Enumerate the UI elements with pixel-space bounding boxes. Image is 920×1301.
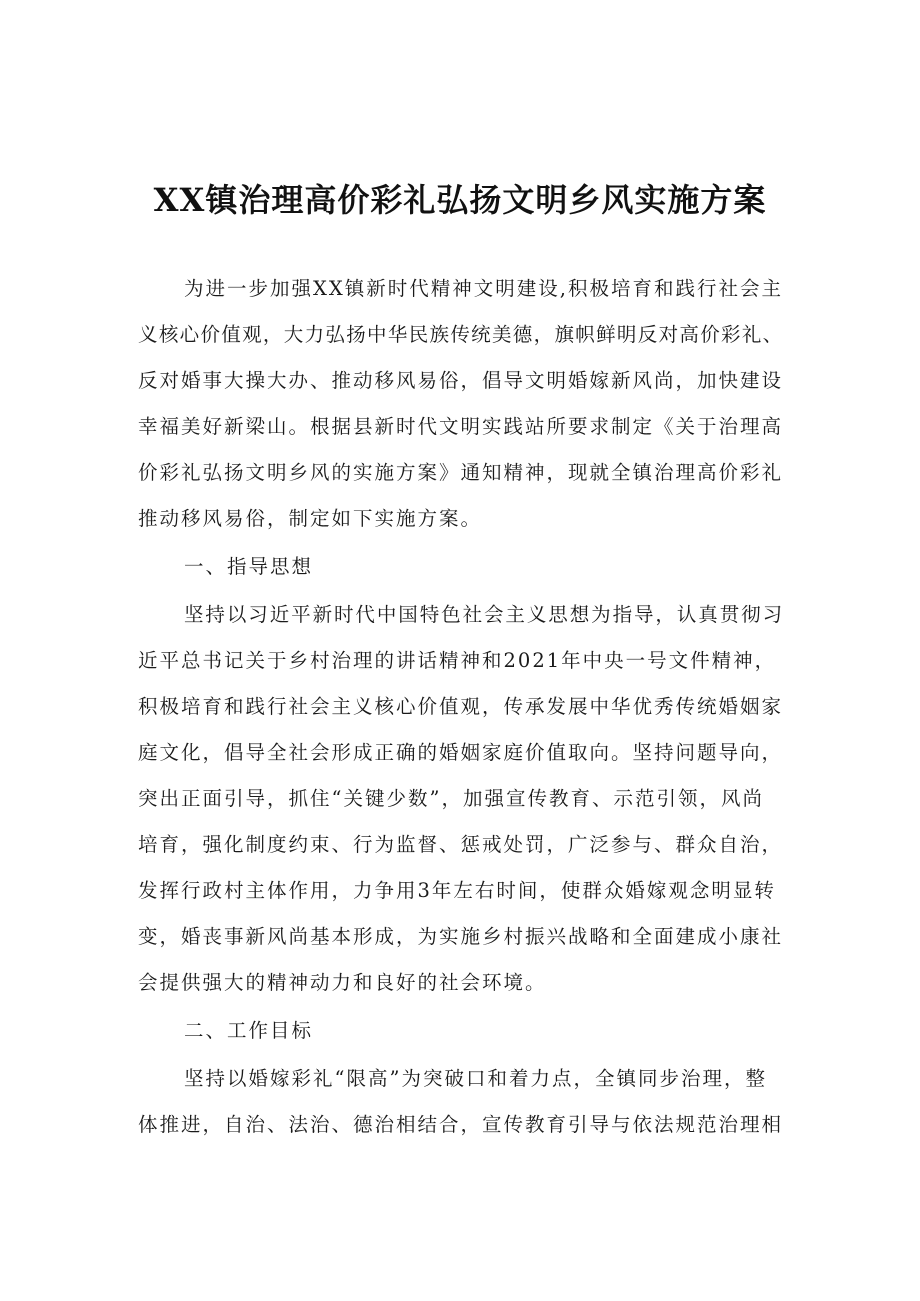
section-heading: 二、工作目标 (184, 1019, 314, 1042)
paragraph-line: 幸福美好新梁山。根据县新时代文明实践站所要求制定《关于治理高 (138, 415, 784, 438)
paragraph-line: 发挥行政村主体作用，力争用3年左右时间，使群众婚嫁观念明显转 (138, 879, 776, 902)
paragraph-line: 为进一步加强XX镇新时代精神文明建设,积极培育和践行社会主 (184, 277, 783, 300)
paragraph-line: 坚持以习近平新时代中国特色社会主义思想为指导，认真贯彻习 (184, 603, 785, 626)
paragraph-line: 突出正面引导，抓住“关键少数”，加强宣传教育、示范引领，风尚 (138, 787, 764, 810)
paragraph-line: 推动移风易俗，制定如下实施方案。 (138, 507, 483, 530)
paragraph-line: 价彩礼弘扬文明乡风的实施方案》通知精神，现就全镇治理高价彩礼 (138, 461, 784, 484)
document-title: XX镇治理高价彩礼弘扬文明乡风实施方案 (153, 181, 767, 219)
section-heading: 一、指导思想 (184, 555, 314, 578)
paragraph-line: 变，婚丧事新风尚基本形成，为实施乡村振兴战略和全面建成小康社 (138, 925, 784, 948)
paragraph-line: 近平总书记关于乡村治理的讲话精神和2021年中央一号文件精神， (138, 649, 777, 672)
paragraph-line: 反对婚事大操大办、推动移风易俗，倡导文明婚嫁新风尚，加快建设 (138, 369, 784, 392)
paragraph-line: 坚持以婚嫁彩礼“限高”为突破口和着力点，全镇同步治理，整 (184, 1067, 767, 1090)
paragraph-line: 积极培育和践行社会主义核心价值观，传承发展中华优秀传统婚姻家 (138, 695, 784, 718)
paragraph-line: 培育，强化制度约束、行为监督、惩戒处罚，广泛参与、群众自治， (138, 833, 784, 856)
paragraph-line: 义核心价值观，大力弘扬中华民族传统美德，旗帜鲜明反对高价彩礼、 (138, 323, 784, 346)
paragraph-line: 庭文化，倡导全社会形成正确的婚姻家庭价值取向。坚持问题导向， (138, 741, 784, 764)
paragraph-line: 会提供强大的精神动力和良好的社会环境。 (138, 971, 547, 994)
paragraph-line: 体推进，自治、法治、德治相结合，宣传教育引导与依法规范治理相 (138, 1113, 784, 1136)
